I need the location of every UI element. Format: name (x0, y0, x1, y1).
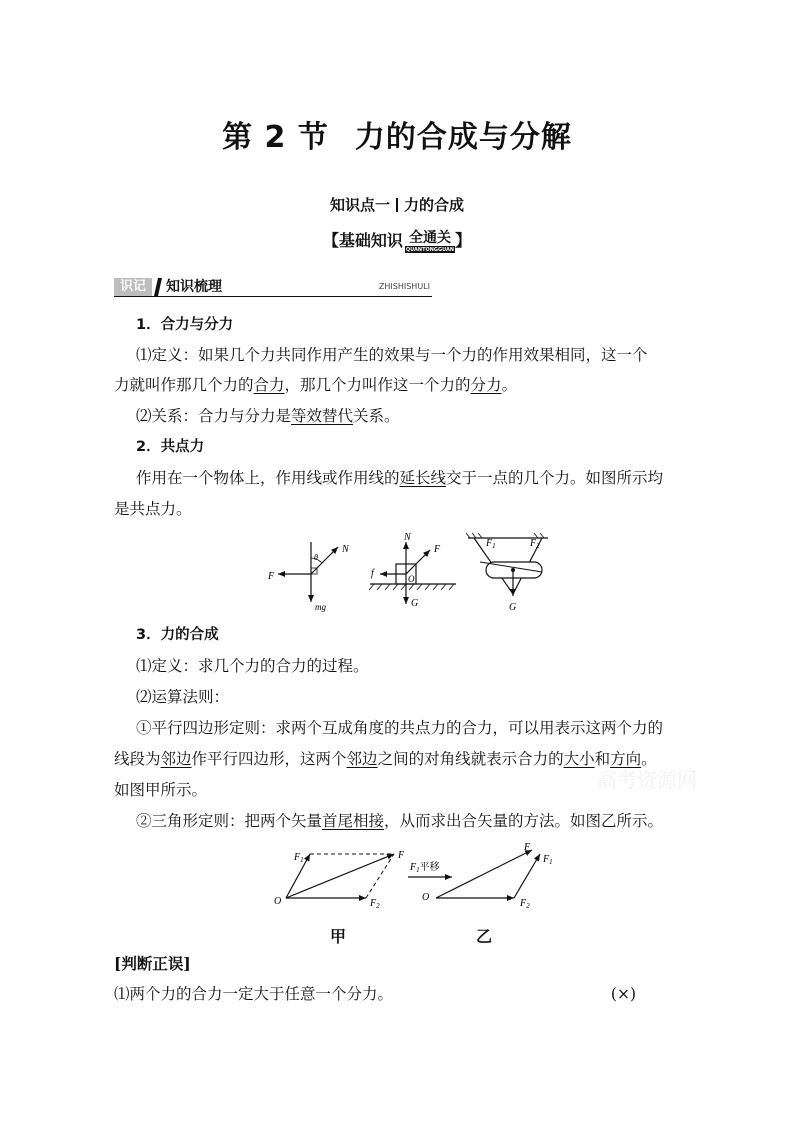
knowledge-point-prefix: 知识点一 (329, 196, 390, 214)
answer-shouweixiangjie: 首尾相接 (322, 812, 385, 830)
watermark: 高考资源网 (597, 768, 697, 792)
knowledge-point-heading (0, 194, 794, 215)
slash-decoration (152, 278, 162, 296)
triangle-diagram (422, 842, 553, 910)
parallelogram-line-b: 线段为邻边作平行四边形，这两个邻边之间的对角线就表示合力的大小和方向。 (114, 750, 657, 768)
label-n-b: N (404, 532, 411, 543)
label-f-b: F (434, 544, 441, 555)
section-title: 力的合成与分解 (354, 120, 572, 155)
parallelogram-line-c: 如图甲所示。 (114, 781, 208, 799)
answer-linbian-2: 邻边 (346, 750, 378, 768)
section-label: 知识梳理 (166, 279, 222, 295)
label-f: F (268, 571, 275, 582)
coplanar-line-b: 是共点力。 (114, 500, 192, 518)
judge-question-1: ⑴两个力的合力一定大于任意一个分力。 (114, 985, 394, 1003)
answer-heli: 合力 (253, 376, 285, 394)
label-o: O (408, 574, 415, 584)
heading-2: 2．共点力 (136, 439, 205, 455)
label-f1-c: $F_1$ (486, 538, 496, 550)
figure-b (369, 532, 456, 609)
tag-main: 全通关 (405, 230, 455, 247)
composition-rules-figure (270, 840, 570, 916)
shift-arrow (408, 860, 452, 877)
section-number: 第 2 节 (222, 120, 329, 155)
label-f2-c: $F_2$ (530, 538, 540, 550)
label-o-yi: O (422, 892, 430, 903)
knowledge-point-name: 力的合成 (404, 196, 465, 214)
label-friction: f (371, 568, 374, 579)
relation-line: ⑵关系：合力与分力是等效替代关系。 (136, 407, 400, 425)
section-pinyin: ZHISHISHULI (378, 282, 430, 291)
label-f1-yi: $F_1$ (543, 854, 553, 866)
def-line-b: 力就叫作那几个力的合力，那几个力叫作这一个力的分力。 (114, 376, 518, 394)
judge-item-1 (114, 983, 636, 1005)
section-badge: 识记 (114, 278, 152, 296)
coplanar-forces-figure (258, 532, 558, 616)
label-f-yi: F (524, 842, 531, 853)
answer-fangxiang: 方向 (610, 750, 642, 768)
composition-rule: ⑵运算法则： (136, 688, 230, 706)
label-f-jia: F (398, 850, 405, 861)
answer-fenli: 分力 (470, 376, 502, 394)
heading-3: 3．力的合成 (136, 627, 219, 643)
tag-sub: QUANTONGGUAN (405, 247, 455, 253)
banner-tag (405, 230, 455, 253)
figure-c (466, 533, 548, 613)
caption-yi: 乙 (476, 927, 493, 946)
triangle-line: ②三角形定则：把两个矢量首尾相接，从而求出合矢量的方法。如图乙所示。 (136, 812, 664, 830)
answer-dengxiao: 等效替代 (291, 407, 354, 425)
label-f2-jia: $F_2$ (370, 898, 380, 910)
parallelogram-diagram (274, 850, 405, 910)
composition-def: ⑴定义：求几个力的合力的过程。 (136, 657, 369, 675)
basic-knowledge-banner (0, 228, 794, 253)
banner-text: 【基础知识 (322, 231, 403, 250)
judge-answer-1: (×) (610, 985, 636, 1003)
answer-daxiao: 大小 (563, 750, 595, 768)
answer-linbian-1: 邻边 (160, 750, 192, 768)
judge-heading: [判断正误] (114, 954, 191, 973)
label-g-b: G (411, 598, 419, 609)
label-f2-yi: $F_2$ (520, 898, 530, 910)
figure-a (267, 542, 350, 612)
label-g-c: G (509, 602, 517, 613)
shift-label: $F_1$平移 (410, 862, 440, 874)
caption-jia: 甲 (330, 927, 347, 946)
label-theta: θ (314, 553, 318, 562)
banner-close: 】 (455, 231, 472, 250)
divider (396, 198, 398, 212)
parallelogram-line-a: ①平行四边形定则：求两个互成角度的共点力的合力，可以用表示这两个力的 (136, 719, 664, 737)
answer-yanchangxian: 延长线 (399, 469, 447, 487)
def-line-a: ⑴定义：如果几个力共同作用产生的效果与一个力的作用效果相同，这一个 (136, 346, 648, 364)
section-rule (114, 296, 432, 297)
label-o-jia: O (274, 896, 282, 907)
label-mg: mg (315, 602, 326, 612)
page-title (0, 112, 794, 156)
coplanar-line-a: 作用在一个物体上，作用线或作用线的延长线交于一点的几个力。如图所示均 (136, 469, 664, 487)
label-n: N (342, 544, 349, 555)
section-bar (114, 278, 432, 296)
heading-1: 1．合力与分力 (136, 317, 234, 333)
label-f1-jia: $F_1$ (294, 852, 304, 864)
